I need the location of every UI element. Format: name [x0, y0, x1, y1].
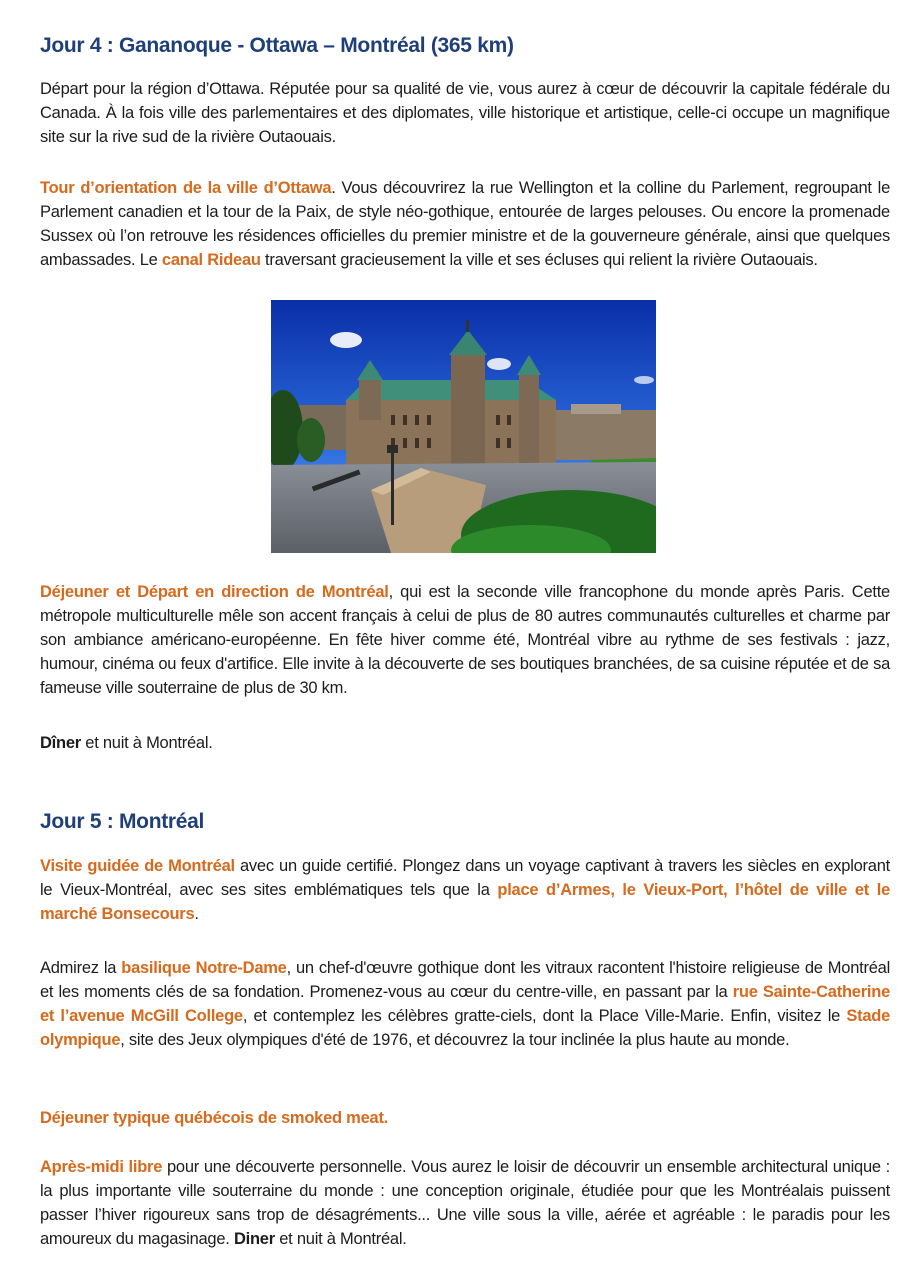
ottawa-tour-text-end: traversant gracieusement la ville et ses écluses qui relient la rivière Outaouais. — [260, 251, 818, 269]
guided-visit-paragraph — [40, 854, 890, 926]
day4-dinner-bold: Dîner — [40, 734, 81, 752]
admire-text-2: , un chef-d'œuvre gothique dont les vitraux racontent l'histoire religieuse de Montréal et les moments clés de sa fondation. Promenez-vous au cœur du centre-ville, en passant par la — [40, 959, 890, 1001]
day4-dinner-text: et nuit à Montréal. — [80, 734, 213, 752]
afternoon-text: pour une découverte personnelle. Vous aurez le loisir de découvrir un ensemble architectural unique : la plus importante ville souterraine du monde : une conception originale, étudiée pour que les Montréalais puissent passer l’hiver rigoureux sans trop de désagréments... Une ville sous la ville, aérée et agréable : le paradis pour les amoureux du magasinage. — [40, 1158, 890, 1248]
smoked-meat-lunch: Déjeuner typique québécois de smoked meat. — [40, 1109, 389, 1127]
ottawa-tour-text: . Vous découvrirez la rue Wellington et la colline du Parlement, regroupant le Parlement canadien et la tour de la Paix, de style néo-gothique, entourée de larges pelouses. Ou encore la promenade Sussex où l’on retrouve les résidences officielles du premier ministre et de la gouverneure générale, ainsi que quelques ambassades. Le — [40, 179, 891, 269]
admire-paragraph — [40, 956, 890, 1052]
day4-intro: Départ pour la région d’Ottawa. Réputée pour sa qualité de vie, vous aurez à cœur de découvrir la capitale fédérale du Canada. À la fois ville des parlementaires et des diplomates, ville historique et artistique, celle-ci occupe un magnifique site sur la rive sud de la rivière Outaouais. — [40, 80, 890, 146]
admire-text-4: , site des Jeux olympiques d'été de 1976, et découvrez la tour inclinée la plus haute au monde. — [120, 1031, 790, 1049]
guided-visit-title: Visite guidée de Montréal — [40, 857, 235, 875]
admire-text-3: , et contemplez les célèbres gratte-ciels, dont la Place Ville-Marie. Enfin, visitez le — [242, 1007, 847, 1025]
ottawa-tour-title: Tour d’orientation de la ville d’Ottawa — [40, 179, 332, 197]
lunch-departure-text: , qui est la seconde ville francophone du monde après Paris. Cette métropole multiculturelle mêle son accent français à celui de plus de 80 autres communautés culturelles et charme par son ambiance américano-européenne. En fête hiver comme été, Montréal vibre au rythme de ses festivals : jazz, humour, cinéma ou feux d'artifice. Elle invite à la découverte de ses boutiques branchées, de sa cuisine réputée et de sa fameuse ville souterraine de plus de 30 km. — [40, 583, 890, 697]
olympic-stadium: Stade olympique — [40, 1007, 891, 1049]
downtown-streets: rue Sainte-Catherine et l’avenue McGill College — [40, 983, 890, 1025]
afternoon-paragraph — [40, 1155, 890, 1251]
day5-heading: Jour 5 : Montréal — [40, 810, 205, 833]
guided-visit-text: avec un guide certifié. Plongez dans un voyage captivant à travers les siècles en explorant le Vieux-Montréal, avec ses sites emblématiques tels que la — [40, 857, 890, 899]
ottawa-tour-paragraph — [40, 176, 890, 272]
day5-dinner-bold: Diner — [233, 1230, 275, 1248]
afternoon-title: Après-midi libre — [40, 1158, 163, 1176]
basilica-notre-dame: basilique Notre-Dame — [121, 959, 287, 977]
guided-visit-end: . — [194, 905, 199, 923]
lunch-departure-title: Déjeuner et Départ en direction de Montréal — [40, 583, 389, 601]
day4-heading: Jour 4 : Gananoque - Ottawa – Montréal (365 km) — [40, 34, 514, 57]
admire-text-1: Admirez la — [40, 959, 122, 977]
parliament-photo — [271, 300, 656, 553]
day4-dinner — [40, 731, 890, 755]
day5-dinner-text: et nuit à Montréal. — [274, 1230, 407, 1248]
canal-rideau: canal Rideau — [161, 251, 261, 269]
old-montreal-places: place d’Armes, le Vieux-Port, l’hôtel de ville et le marché Bonsecours — [40, 881, 891, 923]
lunch-departure-paragraph — [40, 580, 890, 700]
